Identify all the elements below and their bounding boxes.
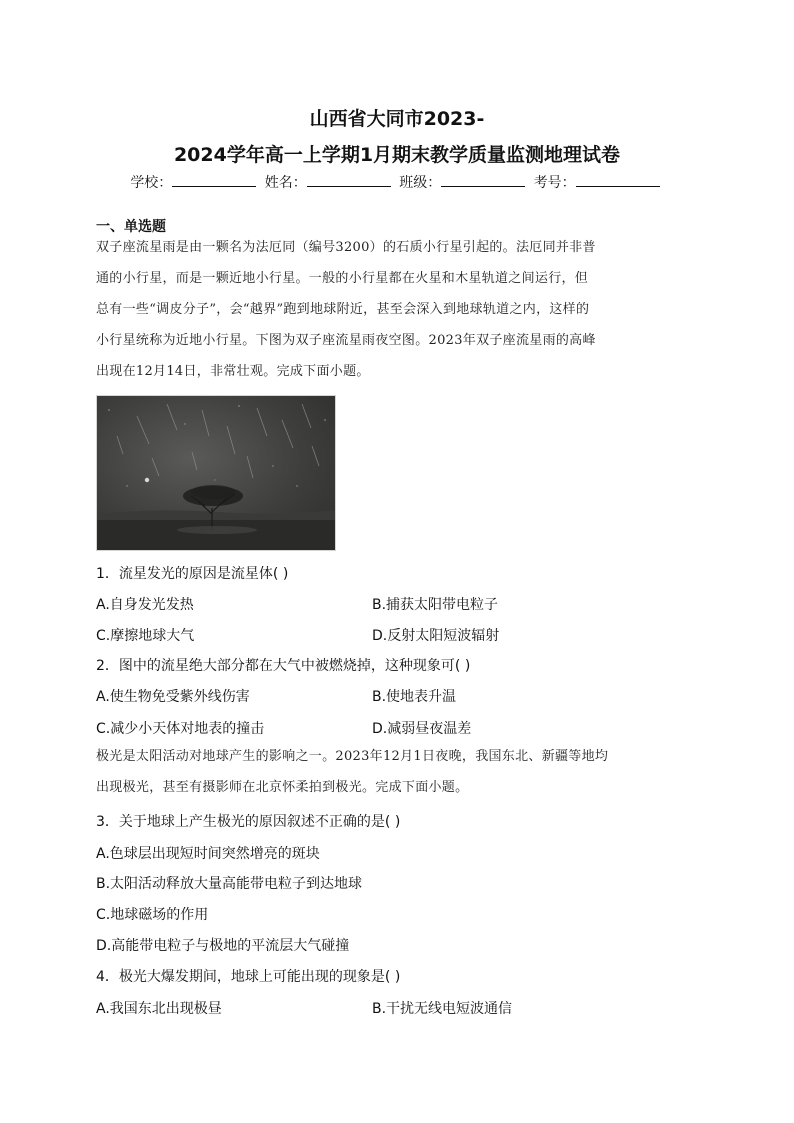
q1-option-a: A.自身发光发热 xyxy=(96,597,194,613)
passage-line: 出现极光，甚至有摄影师在北京怀柔拍到极光。完成下面小题。 xyxy=(96,780,469,795)
q1-option-d: D.反射太阳短波辐射 xyxy=(372,628,500,644)
passage-line: 小行星统称为近地小行星。下图为双子座流星雨夜空图。2023年双子座流星雨的高峰 xyxy=(96,333,596,348)
passage-line: 极光是太阳活动对地球产生的影响之一。2023年12月1日夜晚，我国东北、新疆等地均 xyxy=(96,749,609,764)
q3-option-c: C.地球磁场的作用 xyxy=(96,907,209,923)
question-2: 2．图中的流星绝大部分都在大气中被燃烧掉，这种现象可( ) xyxy=(96,658,471,674)
title-line-2: 2024学年高一上学期1月期末教学质量监测地理试卷 xyxy=(173,144,621,166)
q3-option-d: D.高能带电粒子与极地的平流层大气碰撞 xyxy=(96,938,350,954)
q4-option-b: B.干扰无线电短波通信 xyxy=(372,1001,513,1017)
class-label: 班级： xyxy=(399,175,442,191)
question-1: 1．流星发光的原因是流星体( ) xyxy=(96,566,289,582)
q3-option-b: B.太阳活动释放大量高能带电粒子到达地球 xyxy=(96,876,363,892)
q4-option-a: A.我国东北出现极昼 xyxy=(96,1001,222,1017)
passage-line: 出现在12月14日，非常壮观。完成下面小题。 xyxy=(96,364,370,379)
school-label: 学校： xyxy=(130,175,173,191)
q1-option-c: C.摩擦地球大气 xyxy=(96,628,195,644)
title-line-1: 山西省大同市2023- xyxy=(309,108,485,130)
passage-meteor xyxy=(96,232,698,387)
name-label: 姓名： xyxy=(264,175,307,191)
passage-line: 总有一些“调皮分子”，会“越界”跑到地球附近，甚至会深入到地球轨道之内，这样的 xyxy=(96,302,590,317)
q2-option-a: A.使生物免受紫外线伤害 xyxy=(96,689,250,705)
meteor-shower-photo xyxy=(96,395,336,551)
exam-number-label: 考号： xyxy=(533,175,576,191)
question-4: 4．极光大爆发期间，地球上可能出现的现象是( ) xyxy=(96,969,401,985)
passage-line: 通的小行星，而是一颗近地小行星。一般的小行星都在火星和木星轨道之间运行，但 xyxy=(96,271,589,286)
q1-option-b: B.捕获太阳带电粒子 xyxy=(372,597,499,613)
q2-option-c: C.减少小天体对地表的撞击 xyxy=(96,721,265,737)
passage-aurora xyxy=(96,741,698,803)
question-3: 3．关于地球上产生极光的原因叙述不正确的是( ) xyxy=(96,814,401,830)
meteor-shower-illustration xyxy=(97,396,336,551)
name-blank xyxy=(307,174,391,187)
student-info-line xyxy=(0,172,794,192)
q3-option-a: A.色球层出现短时间突然增亮的斑块 xyxy=(96,846,320,862)
exam-number-blank xyxy=(576,174,660,187)
passage-line: 双子座流星雨是由一颗名为法厄同（编号3200）的石质小行星引起的。法厄同并非普 xyxy=(96,240,596,255)
class-blank xyxy=(441,174,525,187)
school-blank xyxy=(172,174,256,187)
q2-option-b: B.使地表升温 xyxy=(372,689,457,705)
q2-option-d: D.减弱昼夜温差 xyxy=(372,721,472,737)
section-title: 一、单选题 xyxy=(96,219,166,235)
